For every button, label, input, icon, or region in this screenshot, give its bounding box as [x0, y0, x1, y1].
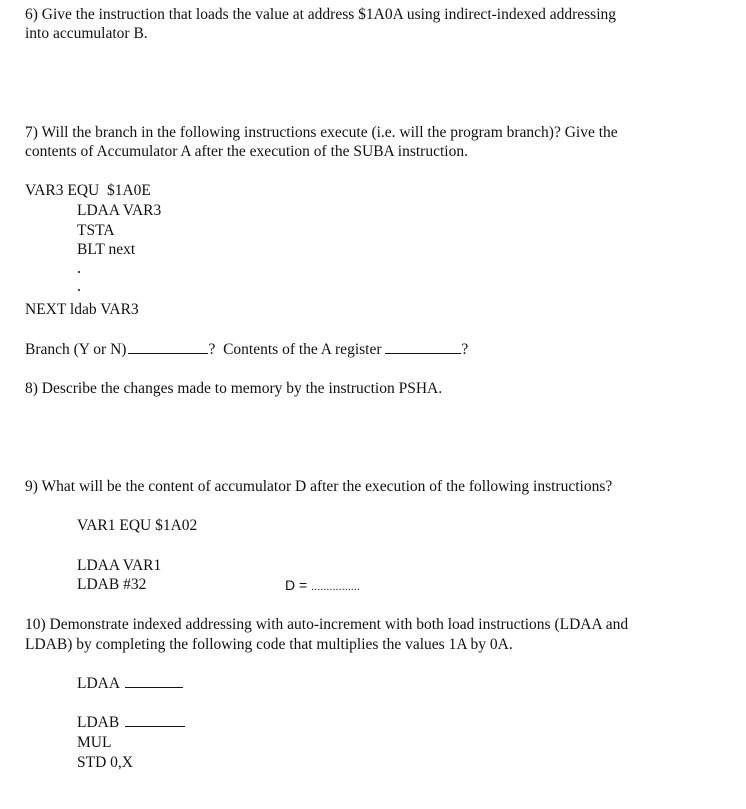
branch-answer-blank[interactable]: [128, 352, 208, 354]
q10-text-line2: LDAB) by completing the following code that multiplies the values 1A by 0A.: [25, 636, 513, 653]
q6-text-line2: into accumulator B.: [25, 25, 148, 42]
ellipsis-dot: [78, 271, 80, 273]
q10-text-line1: 10) Demonstrate indexed addressing with auto-increment with both load instructions (LDAA and: [25, 616, 629, 633]
d-answer-dots[interactable]: ................: [311, 581, 360, 593]
q10-ldab-row: [77, 713, 185, 732]
q7-code-tsta: TSTA: [77, 222, 115, 239]
ldab-answer-blank[interactable]: [125, 725, 185, 727]
q9-code-ldab: LDAB #32: [77, 576, 147, 593]
q7-code-ldaa: LDAA VAR3: [77, 202, 162, 219]
q9-d-answer[interactable]: [285, 576, 360, 597]
q10-mul: MUL: [77, 734, 112, 751]
contents-question-mark: ?: [461, 341, 469, 358]
q9-code-equ: VAR1 EQU $1A02: [77, 517, 198, 534]
contents-label: Contents of the A register: [223, 341, 382, 358]
q7-next-line: NEXT ldab VAR3: [25, 301, 139, 318]
branch-label: Branch (Y or N): [25, 341, 127, 358]
ldaa-answer-blank[interactable]: [125, 686, 183, 688]
contents-answer-blank[interactable]: [385, 352, 461, 354]
q8-text-line1: 8) Describe the changes made to memory by the instruction PSHA.: [25, 380, 443, 397]
q6-text-line1: 6) Give the instruction that loads the value at address $1A0A using indirect-indexed addressing: [25, 6, 617, 23]
q10-std: STD 0,X: [77, 754, 133, 771]
q7-code-blt: BLT next: [77, 241, 136, 258]
q7-text-line1: 7) Will the branch in the following instructions execute (i.e. will the program branch)? Give the: [25, 124, 618, 141]
q10-ldaa-row: [77, 674, 183, 693]
d-label: D =: [285, 577, 308, 593]
ldab-label: LDAB: [77, 714, 120, 731]
q7-answer-row: [25, 340, 468, 359]
q7-code-equ: VAR3 EQU $1A0E: [25, 182, 151, 199]
q9-code-ldaa: LDAA VAR1: [77, 557, 162, 574]
q9-text-line1: 9) What will be the content of accumulator D after the execution of the following instructions?: [25, 478, 613, 495]
branch-question-mark: ?: [208, 341, 216, 358]
ellipsis-dot: [78, 289, 80, 291]
q7-text-line2: contents of Accumulator A after the execution of the SUBA instruction.: [25, 143, 468, 160]
ldaa-label: LDAA: [77, 675, 120, 692]
